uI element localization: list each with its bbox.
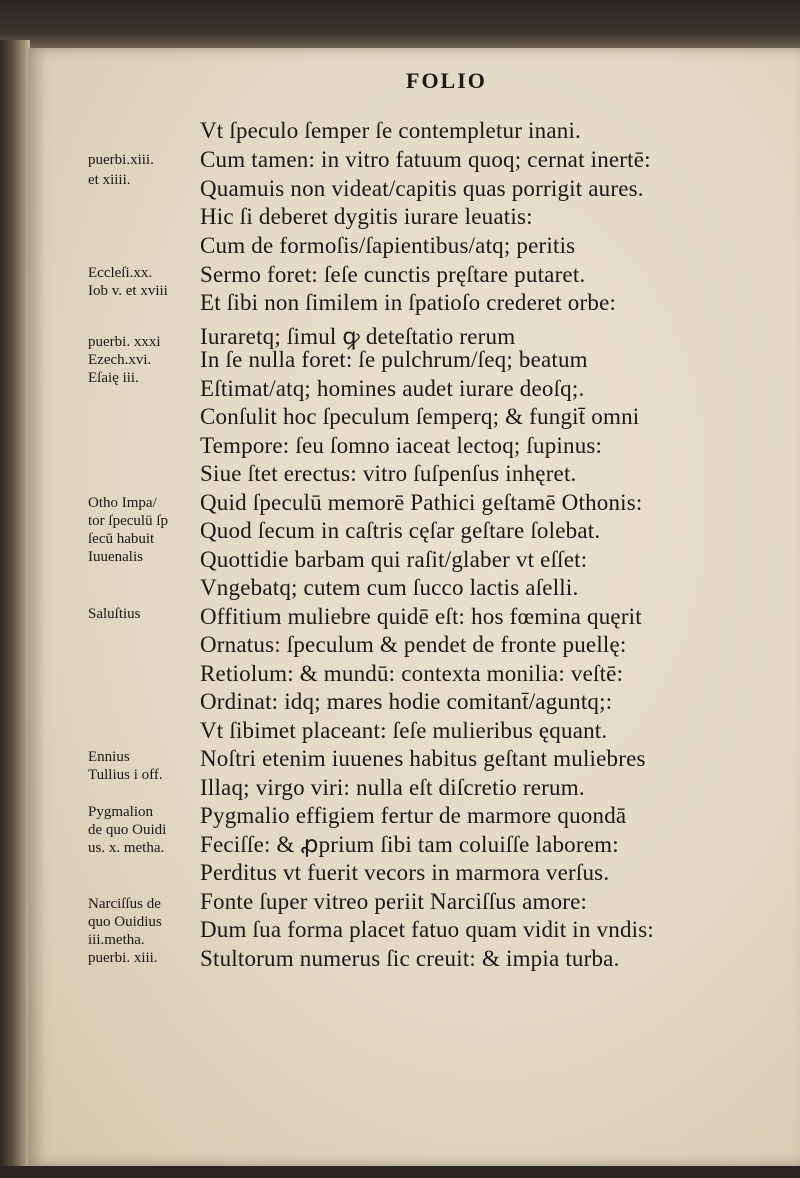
margin-note: us. x. metha.	[88, 840, 165, 856]
margin-note: de quo Ouidi	[88, 822, 167, 838]
margin-note: Saluſtius	[88, 606, 141, 622]
text-line: Perditus vt fuerit vecors in marmora verſus.	[200, 860, 610, 885]
text-line: Conſulit hoc ſpeculum ſemperq; & fungit̄ omni	[200, 404, 640, 429]
text-line: Pygmalio effigiem fertur de marmore quondā	[200, 803, 627, 828]
text-line: Eſtimat/atq; homines audet iurare deoſq;.	[200, 376, 585, 401]
text-line: Illaq; virgo viri: nulla eſt diſcretio rerum.	[200, 775, 585, 800]
text-line: Vt ſpeculo ſemper ſe contempletur inani.	[200, 118, 581, 143]
text-line: Fonte ſuper vitreo periit Narciſſus amore:	[200, 889, 588, 914]
margin-note: Pygmalion	[88, 804, 154, 820]
folio-header: FOLIO	[406, 68, 487, 93]
text-line: Et ſibi non ſimilem in ſpatioſo crederet orbe:	[200, 290, 617, 315]
text-line: Siue ſtet erectus: vitro ſuſpenſus inhęret.	[200, 461, 577, 486]
text-line: Dum ſua forma placet fatuo quam vidit in vndis:	[200, 917, 654, 942]
text-line: Quamuis non videat/capitis quas porrigit aures.	[200, 176, 644, 201]
text-line: Quottidie barbam qui raſit/glaber vt eſſet:	[200, 547, 588, 572]
text-line: Cum tamen: in vitro fatuum quoq; cernat inertē:	[200, 147, 651, 172]
margin-note: Ezech.xvi.	[88, 352, 152, 368]
margin-note: puerbi. xiii.	[88, 950, 158, 966]
book-top-edge	[0, 0, 800, 48]
margin-note: Otho Impa/	[88, 495, 157, 511]
text-line: Feciſſe: & ꝓprium ſibi tam coluiſſe laborem:	[200, 832, 619, 857]
text-line: In ſe nulla foret: ſe pulchrum/ſeq; beatum	[200, 347, 588, 372]
margin-note: tor ſpeculū ſp	[88, 513, 168, 529]
text-line: Vngebatq; cutem cum ſucco lactis aſelli.	[200, 575, 579, 600]
text-line: Iuraretq; ſimul ꝙ deteſtatio rerum	[200, 324, 516, 349]
margin-note: Iob v. et xviii	[88, 283, 168, 299]
text-line: Cum de formoſis/ſapientibus/atq; peritis	[200, 233, 576, 258]
margin-note: et xiiii.	[88, 172, 131, 188]
text-line: Hic ſi deberet dygitis iurare leuatis:	[200, 204, 533, 229]
margin-note: Tullius i off.	[88, 767, 163, 783]
text-line: Quid ſpeculū memorē Pathici geſtamē Othonis:	[200, 490, 643, 515]
margin-note: iii.metha.	[88, 932, 145, 948]
text-line: Sermo foret: ſeſe cunctis pręſtare putaret.	[200, 262, 586, 287]
text-line: Offitium muliebre quidē eſt: hos fœmina quęrit	[200, 604, 642, 629]
text-line: Quod ſecum in caſtris cęſar geſtare ſolebat.	[200, 518, 601, 543]
text-line: Retiolum: & mundū: contexta monilia: veſtē:	[200, 661, 624, 686]
text-line: Stultorum numerus ſic creuit: & impia turba.	[200, 946, 620, 971]
margin-note: Iuuenalis	[88, 549, 143, 565]
text-line: Noſtri etenim iuuenes habitus geſtant muliebres	[200, 746, 646, 771]
text-line: Ordinat: idq; mares hodie comitant̄/aguntq;:	[200, 689, 613, 714]
book-bottom-edge	[0, 1166, 800, 1178]
margin-note: Narciſſus de	[88, 896, 161, 912]
margin-note: puerbi. xxxi	[88, 334, 161, 350]
text-line: Tempore: ſeu ſomno iaceat lectoq; ſupinus:	[200, 433, 603, 458]
margin-note: quo Ouidius	[88, 914, 162, 930]
margin-note: ſecū habuit	[88, 531, 155, 547]
margin-note: Eſaię iii.	[88, 370, 139, 386]
book-spine-edge	[0, 40, 30, 1178]
margin-note: Ennius	[88, 749, 130, 765]
text-line: Vt ſibimet placeant: ſeſe mulieribus ęquant.	[200, 718, 608, 743]
text-line: Ornatus: ſpeculum & pendet de fronte puellę:	[200, 632, 627, 657]
margin-note: puerbi.xiii.	[88, 152, 154, 168]
margin-note: Eccleſi.xx.	[88, 265, 153, 281]
